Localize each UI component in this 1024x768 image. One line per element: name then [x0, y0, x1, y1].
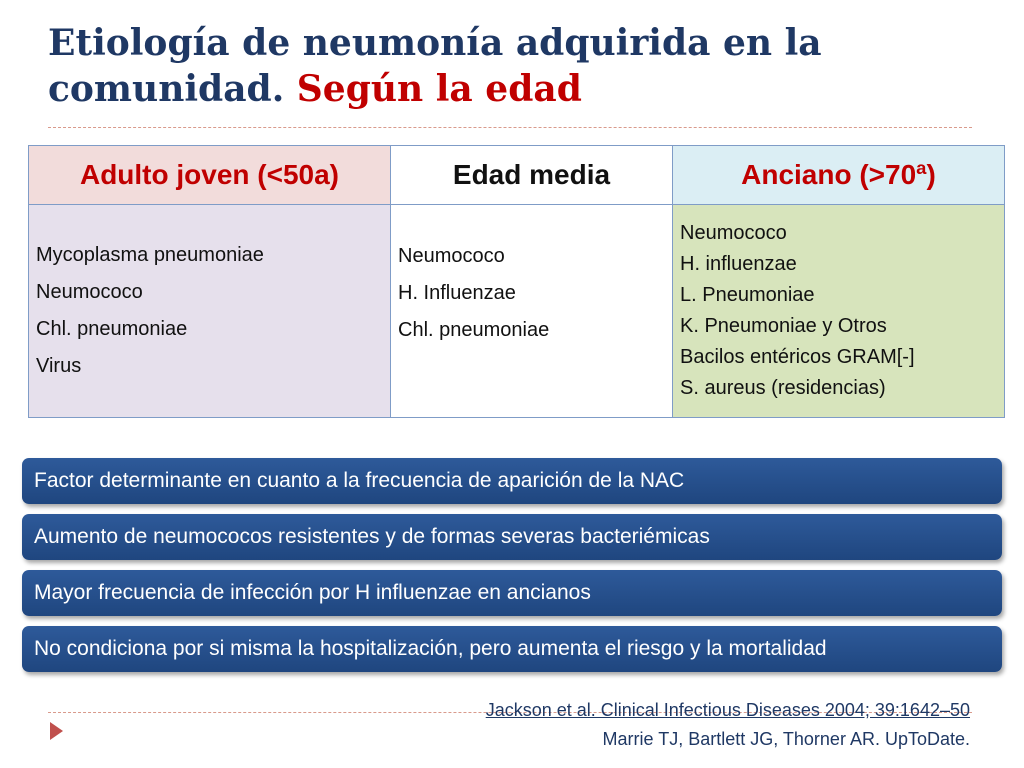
header-middle-age: Edad media: [391, 146, 673, 205]
factor-bar-1: Factor determinante en cuanto a la frecuencia de aparición de la NAC: [22, 458, 1002, 504]
slide-title: [48, 20, 988, 112]
list-item: Chl. pneumoniae: [36, 318, 188, 340]
list-item: S. aureus (residencias): [680, 377, 886, 399]
title-divider: [48, 127, 972, 128]
list-item: Neumococo: [398, 245, 505, 267]
list-item: K. Pneumoniae y Otros: [680, 315, 887, 337]
triangle-right-icon[interactable]: [50, 722, 63, 740]
list-item: H. influenzae: [680, 253, 797, 275]
list-item: Neumococo: [36, 281, 143, 303]
header-elderly: Anciano (>70ª): [673, 146, 1005, 205]
list-item: H. Influenzae: [398, 282, 516, 304]
title-main: Etiología de neumonía adquirida en la comunidad.: [48, 22, 822, 110]
table-row: [29, 205, 1005, 418]
reference-marrie: Marrie TJ, Bartlett JG, Thorner AR. UpToDate.: [602, 729, 970, 749]
reference-link-jackson[interactable]: Jackson et al. Clinical Infectious Diseases 2004; 39:1642–50: [485, 700, 970, 720]
title-accent: Según la edad: [296, 68, 582, 110]
list-item: Mycoplasma pneumoniae: [36, 244, 264, 266]
factor-bar-3: Mayor frecuencia de infección por H influenzae en ancianos: [22, 570, 1002, 616]
factor-bar-4: No condiciona por si misma la hospitalización, pero aumenta el riesgo y la mortalidad: [22, 626, 1002, 672]
list-item: Chl. pneumoniae: [398, 319, 550, 341]
cell-young-adult: [29, 205, 391, 418]
etiology-table: [28, 145, 1005, 418]
header-young-adult: Adulto joven (<50a): [29, 146, 391, 205]
cell-elderly: [673, 205, 1005, 418]
list-item: Neumococo: [680, 222, 787, 244]
list-item: Bacilos entéricos GRAM[-]: [680, 346, 915, 368]
list-item: Virus: [36, 355, 82, 377]
table-header-row: [29, 146, 1005, 205]
cell-middle-age: [391, 205, 673, 418]
factor-bar-2: Aumento de neumococos resistentes y de formas severas bacteriémicas: [22, 514, 1002, 560]
list-item: L. Pneumoniae: [680, 284, 815, 306]
